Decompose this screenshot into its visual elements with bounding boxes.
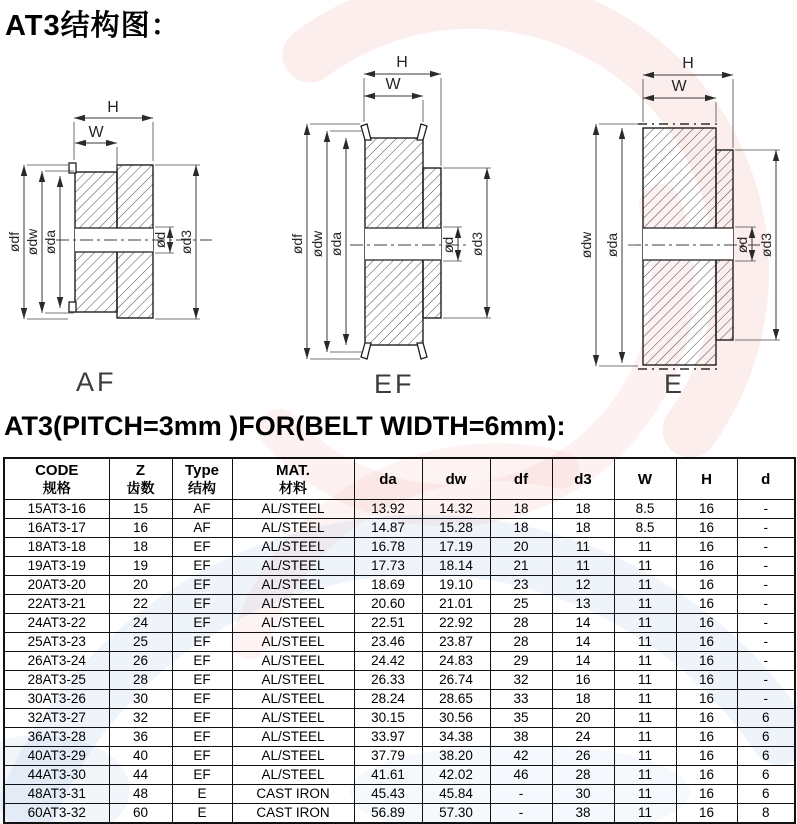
table-cell: 24.42 bbox=[354, 652, 422, 671]
table-cell: 16 bbox=[676, 804, 737, 824]
table-cell: 26.74 bbox=[422, 671, 490, 690]
table-cell: 17.73 bbox=[354, 557, 422, 576]
table-row bbox=[4, 690, 795, 709]
table-cell: 24 bbox=[552, 728, 614, 747]
figure-ef-drawing bbox=[289, 54, 491, 359]
table-cell: 32 bbox=[490, 671, 552, 690]
figure-af-drawing bbox=[6, 99, 212, 319]
dim-label-da: øda bbox=[328, 231, 344, 257]
table-cell: EF bbox=[172, 747, 232, 766]
table-cell: 30 bbox=[109, 690, 172, 709]
table-cell: 26 bbox=[109, 652, 172, 671]
dim-label-da: øda bbox=[42, 229, 58, 255]
table-cell: 37.79 bbox=[354, 747, 422, 766]
figure-caption-e: E bbox=[664, 369, 686, 399]
table-cell: 30.56 bbox=[422, 709, 490, 728]
table-cell: 18 bbox=[552, 500, 614, 519]
table-cell: 16 bbox=[676, 728, 737, 747]
table-row bbox=[4, 576, 795, 595]
table-cell: 11 bbox=[614, 747, 676, 766]
table-cell: AL/STEEL bbox=[232, 519, 354, 538]
table-cell: 18 bbox=[552, 690, 614, 709]
table-cell: 13 bbox=[552, 595, 614, 614]
table-body bbox=[4, 500, 795, 824]
table-cell: 11 bbox=[614, 633, 676, 652]
table-cell: 56.89 bbox=[354, 804, 422, 824]
table-cell: 44AT3-30 bbox=[4, 766, 109, 785]
table-cell: AL/STEEL bbox=[232, 500, 354, 519]
table-row bbox=[4, 785, 795, 804]
table-cell: 22.51 bbox=[354, 614, 422, 633]
table-cell: 21 bbox=[490, 557, 552, 576]
table-cell: 15.28 bbox=[422, 519, 490, 538]
table-cell: AL/STEEL bbox=[232, 633, 354, 652]
table-cell: EF bbox=[172, 633, 232, 652]
table-cell: 6 bbox=[737, 747, 795, 766]
dim-label-d3: ød3 bbox=[758, 232, 774, 258]
table-cell: 11 bbox=[614, 785, 676, 804]
table-cell: 11 bbox=[614, 538, 676, 557]
table-cell: 16 bbox=[676, 595, 737, 614]
table-row bbox=[4, 804, 795, 824]
table-cell: 40 bbox=[109, 747, 172, 766]
table-cell: 6 bbox=[737, 785, 795, 804]
table-cell: 20 bbox=[552, 709, 614, 728]
dim-label-dw: ødw bbox=[578, 231, 594, 259]
table-cell: 60AT3-32 bbox=[4, 804, 109, 824]
table-cell: 6 bbox=[737, 709, 795, 728]
table-row bbox=[4, 709, 795, 728]
dim-label-w: W bbox=[88, 124, 104, 141]
table-cell: AL/STEEL bbox=[232, 766, 354, 785]
table-cell: 23 bbox=[490, 576, 552, 595]
table-cell: 40AT3-29 bbox=[4, 747, 109, 766]
table-cell: 15 bbox=[109, 500, 172, 519]
table-cell: 25 bbox=[490, 595, 552, 614]
table-cell: 28AT3-25 bbox=[4, 671, 109, 690]
table-cell: 15AT3-16 bbox=[4, 500, 109, 519]
table-cell: EF bbox=[172, 690, 232, 709]
table-cell: 42 bbox=[490, 747, 552, 766]
table-cell: 16 bbox=[676, 785, 737, 804]
table-cell: AL/STEEL bbox=[232, 728, 354, 747]
table-cell: - bbox=[737, 576, 795, 595]
dim-label-df: ødf bbox=[289, 233, 305, 255]
table-cell: 16 bbox=[676, 709, 737, 728]
table-cell: 16 bbox=[109, 519, 172, 538]
table-cell: AL/STEEL bbox=[232, 576, 354, 595]
dim-label-d: ød bbox=[440, 236, 456, 254]
table-cell: 19AT3-19 bbox=[4, 557, 109, 576]
table-cell: - bbox=[737, 500, 795, 519]
table-cell: AL/STEEL bbox=[232, 595, 354, 614]
table-cell: EF bbox=[172, 538, 232, 557]
table-cell: 33 bbox=[490, 690, 552, 709]
table-cell: 38.20 bbox=[422, 747, 490, 766]
table-cell: 11 bbox=[614, 804, 676, 824]
table-cell: 16 bbox=[676, 633, 737, 652]
table-cell: 8.5 bbox=[614, 500, 676, 519]
table-cell: E bbox=[172, 804, 232, 824]
table-cell: AF bbox=[172, 519, 232, 538]
table-cell: 20AT3-20 bbox=[4, 576, 109, 595]
table-cell: 14 bbox=[552, 614, 614, 633]
table-cell: 16.78 bbox=[354, 538, 422, 557]
table-cell: 22AT3-21 bbox=[4, 595, 109, 614]
table-cell: 30AT3-26 bbox=[4, 690, 109, 709]
table-cell: EF bbox=[172, 728, 232, 747]
table-cell: 16 bbox=[676, 538, 737, 557]
table-cell: 18 bbox=[552, 519, 614, 538]
table-cell: - bbox=[737, 671, 795, 690]
table-cell: 11 bbox=[614, 709, 676, 728]
figure-e-drawing bbox=[578, 55, 780, 369]
table-row bbox=[4, 614, 795, 633]
dim-label-dw: ødw bbox=[309, 230, 325, 258]
column-header: CODE 规格 bbox=[4, 458, 109, 500]
table-cell: 13.92 bbox=[354, 500, 422, 519]
table-cell: 16 bbox=[676, 576, 737, 595]
table-cell: 14 bbox=[552, 652, 614, 671]
table-cell: EF bbox=[172, 652, 232, 671]
table-cell: AL/STEEL bbox=[232, 614, 354, 633]
table-cell: EF bbox=[172, 709, 232, 728]
table-cell: EF bbox=[172, 557, 232, 576]
table-cell: 32 bbox=[109, 709, 172, 728]
table-cell: EF bbox=[172, 614, 232, 633]
table-cell: 17.19 bbox=[422, 538, 490, 557]
table-cell: 11 bbox=[614, 576, 676, 595]
table-cell: 30.15 bbox=[354, 709, 422, 728]
table-cell: 28 bbox=[109, 671, 172, 690]
table-cell: - bbox=[737, 614, 795, 633]
table-cell: 48AT3-31 bbox=[4, 785, 109, 804]
column-header: df bbox=[490, 458, 552, 500]
dim-label-w: W bbox=[385, 76, 401, 93]
table-cell: - bbox=[737, 557, 795, 576]
table-cell: 26AT3-24 bbox=[4, 652, 109, 671]
table-cell: 20 bbox=[490, 538, 552, 557]
table-cell: AF bbox=[172, 500, 232, 519]
table-cell: 36AT3-28 bbox=[4, 728, 109, 747]
table-cell: 11 bbox=[614, 690, 676, 709]
column-header: d bbox=[737, 458, 795, 500]
table-cell: EF bbox=[172, 766, 232, 785]
figure-caption-ef: EF bbox=[374, 369, 415, 399]
dim-label-d: ød bbox=[152, 231, 168, 249]
table-cell: 6 bbox=[737, 766, 795, 785]
table-cell: 34.38 bbox=[422, 728, 490, 747]
column-header: H bbox=[676, 458, 737, 500]
dim-label-h: H bbox=[396, 54, 408, 71]
table-cell: - bbox=[737, 652, 795, 671]
table-cell: 16 bbox=[676, 690, 737, 709]
table-cell: 24AT3-22 bbox=[4, 614, 109, 633]
table-cell: 8.5 bbox=[614, 519, 676, 538]
dim-label-df: ødf bbox=[6, 231, 22, 253]
table-cell: 16 bbox=[676, 747, 737, 766]
table-cell: 14 bbox=[552, 633, 614, 652]
table-cell: 11 bbox=[552, 538, 614, 557]
dim-label-h: H bbox=[107, 99, 119, 116]
table-cell: 24 bbox=[109, 614, 172, 633]
table-row bbox=[4, 538, 795, 557]
table-cell: 16 bbox=[676, 766, 737, 785]
table-cell: 20.60 bbox=[354, 595, 422, 614]
table-cell: 16AT3-17 bbox=[4, 519, 109, 538]
column-header: da bbox=[354, 458, 422, 500]
table-cell: 32AT3-27 bbox=[4, 709, 109, 728]
table-cell: 38 bbox=[552, 804, 614, 824]
table-cell: 16 bbox=[676, 671, 737, 690]
table-row bbox=[4, 500, 795, 519]
table-row bbox=[4, 671, 795, 690]
table-cell: 14.32 bbox=[422, 500, 490, 519]
table-cell: E bbox=[172, 785, 232, 804]
table-cell: - bbox=[737, 633, 795, 652]
column-header: dw bbox=[422, 458, 490, 500]
table-cell: 16 bbox=[676, 652, 737, 671]
table-cell: 45.43 bbox=[354, 785, 422, 804]
table-cell: - bbox=[737, 538, 795, 557]
table-cell: 16 bbox=[676, 500, 737, 519]
table-cell: 29 bbox=[490, 652, 552, 671]
column-header: Type 结构 bbox=[172, 458, 232, 500]
table-cell: CAST IRON bbox=[232, 804, 354, 824]
dim-label-w: W bbox=[671, 78, 687, 95]
table-cell: 28 bbox=[490, 614, 552, 633]
table-cell: 18 bbox=[490, 500, 552, 519]
table-cell: 38 bbox=[490, 728, 552, 747]
table-cell: 11 bbox=[614, 671, 676, 690]
table-cell: 21.01 bbox=[422, 595, 490, 614]
table-cell: 23.46 bbox=[354, 633, 422, 652]
table-cell: AL/STEEL bbox=[232, 709, 354, 728]
table-cell: 60 bbox=[109, 804, 172, 824]
table-cell: 18 bbox=[490, 519, 552, 538]
table-cell: 11 bbox=[614, 595, 676, 614]
table-cell: 11 bbox=[614, 652, 676, 671]
dim-label-d: ød bbox=[734, 236, 750, 254]
table-row bbox=[4, 633, 795, 652]
table-cell: 8 bbox=[737, 804, 795, 824]
table-cell: 23.87 bbox=[422, 633, 490, 652]
table-cell: 41.61 bbox=[354, 766, 422, 785]
table-row bbox=[4, 747, 795, 766]
table-cell: 11 bbox=[552, 557, 614, 576]
table-cell: 20 bbox=[109, 576, 172, 595]
table-cell: 11 bbox=[614, 557, 676, 576]
table-row bbox=[4, 652, 795, 671]
table-heading: AT3(PITCH=3mm )FOR(BELT WIDTH=6mm): bbox=[4, 411, 566, 441]
table-cell: 30 bbox=[552, 785, 614, 804]
table-cell: 14.87 bbox=[354, 519, 422, 538]
table-cell: EF bbox=[172, 576, 232, 595]
table-cell: 26.33 bbox=[354, 671, 422, 690]
table-cell: 35 bbox=[490, 709, 552, 728]
table-cell: 18.14 bbox=[422, 557, 490, 576]
table-cell: EF bbox=[172, 671, 232, 690]
column-header: MAT. 材料 bbox=[232, 458, 354, 500]
table-cell: 16 bbox=[552, 671, 614, 690]
table-cell: 18AT3-18 bbox=[4, 538, 109, 557]
table-cell: 48 bbox=[109, 785, 172, 804]
page-title: AT3结构图： bbox=[5, 10, 181, 42]
table-row bbox=[4, 557, 795, 576]
table-cell: - bbox=[737, 519, 795, 538]
table-cell: 16 bbox=[676, 519, 737, 538]
table-row bbox=[4, 595, 795, 614]
table-cell: 25 bbox=[109, 633, 172, 652]
table-cell: 28 bbox=[552, 766, 614, 785]
table-cell: 6 bbox=[737, 728, 795, 747]
dim-label-d3: ød3 bbox=[469, 231, 485, 257]
table-cell: EF bbox=[172, 595, 232, 614]
spec-table bbox=[3, 457, 796, 824]
table-cell: 22 bbox=[109, 595, 172, 614]
table-cell: 16 bbox=[676, 557, 737, 576]
table-header-row bbox=[4, 458, 795, 500]
column-header: W bbox=[614, 458, 676, 500]
table-cell: 44 bbox=[109, 766, 172, 785]
table-cell: 33.97 bbox=[354, 728, 422, 747]
table-cell: 42.02 bbox=[422, 766, 490, 785]
table-cell: 45.84 bbox=[422, 785, 490, 804]
table-cell: 19 bbox=[109, 557, 172, 576]
table-cell: - bbox=[737, 690, 795, 709]
table-cell: AL/STEEL bbox=[232, 690, 354, 709]
table-row bbox=[4, 519, 795, 538]
dim-label-d3: ød3 bbox=[178, 229, 194, 255]
column-header: d3 bbox=[552, 458, 614, 500]
table-cell: AL/STEEL bbox=[232, 538, 354, 557]
table-row bbox=[4, 766, 795, 785]
table-cell: 11 bbox=[614, 614, 676, 633]
table-cell: 11 bbox=[614, 728, 676, 747]
table-cell: 25AT3-23 bbox=[4, 633, 109, 652]
table-cell: - bbox=[490, 785, 552, 804]
table-row bbox=[4, 728, 795, 747]
table-cell: 57.30 bbox=[422, 804, 490, 824]
table-cell: - bbox=[737, 595, 795, 614]
table-cell: 24.83 bbox=[422, 652, 490, 671]
table-cell: 36 bbox=[109, 728, 172, 747]
table-cell: 26 bbox=[552, 747, 614, 766]
table-cell: 28 bbox=[490, 633, 552, 652]
table-cell: 22.92 bbox=[422, 614, 490, 633]
dim-label-h: H bbox=[682, 55, 694, 72]
table-cell: 46 bbox=[490, 766, 552, 785]
table-cell: AL/STEEL bbox=[232, 671, 354, 690]
table-cell: 18 bbox=[109, 538, 172, 557]
figure-caption-af: AF bbox=[76, 367, 117, 397]
table-cell: CAST IRON bbox=[232, 785, 354, 804]
table-cell: 11 bbox=[614, 766, 676, 785]
table-cell: AL/STEEL bbox=[232, 557, 354, 576]
dim-label-dw: ødw bbox=[24, 228, 40, 256]
table-cell: AL/STEEL bbox=[232, 747, 354, 766]
table-cell: 12 bbox=[552, 576, 614, 595]
table-cell: 28.24 bbox=[354, 690, 422, 709]
column-header: Z 齿数 bbox=[109, 458, 172, 500]
table-cell: 18.69 bbox=[354, 576, 422, 595]
table-cell: 19.10 bbox=[422, 576, 490, 595]
table-cell: - bbox=[490, 804, 552, 824]
dim-label-da: øda bbox=[604, 232, 620, 258]
table-cell: 28.65 bbox=[422, 690, 490, 709]
table-cell: AL/STEEL bbox=[232, 652, 354, 671]
table-cell: 16 bbox=[676, 614, 737, 633]
